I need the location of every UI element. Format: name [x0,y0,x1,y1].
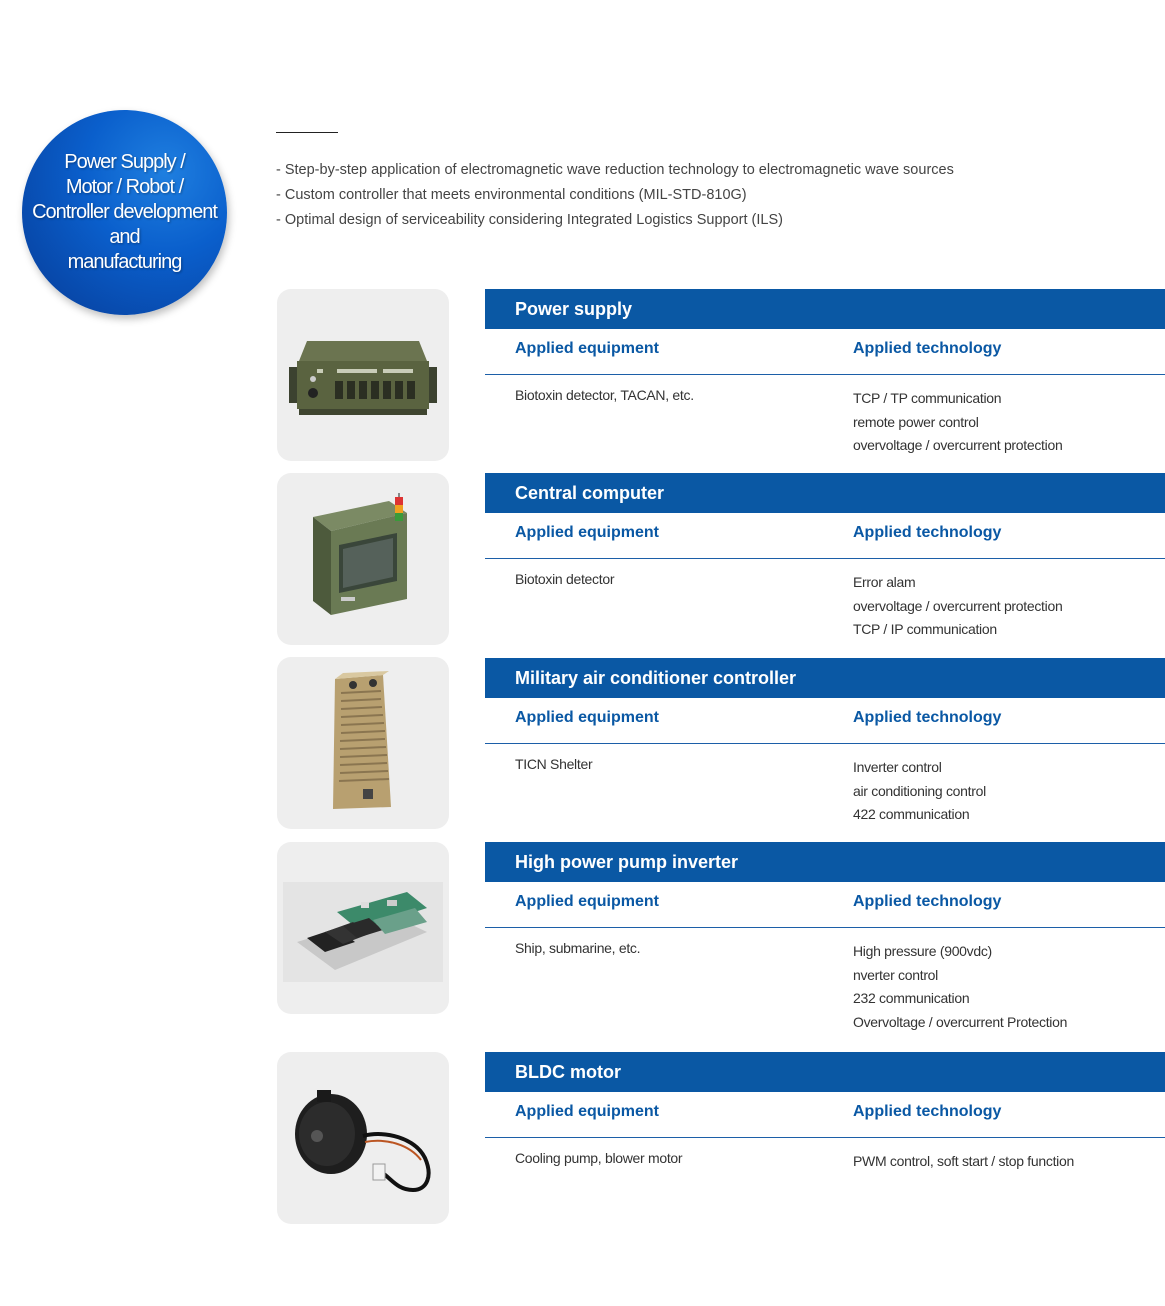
section-central-computer [485,473,1165,637]
technology-list [853,387,1062,458]
equipment-value: Biotoxin detector [515,571,615,587]
feature-item: - Custom controller that meets environmental conditions (MIL-STD-810G) [276,187,747,203]
badge-line: and [109,226,140,248]
equipment-label: Applied equipment [515,893,659,910]
equipment-value: Biotoxin detector, TACAN, etc. [515,387,694,403]
section-columns [485,882,1165,928]
technology-label: Applied technology [853,893,1002,910]
section-title: Power supply [485,289,1165,329]
technology-list [853,940,1067,1034]
equipment-label: Applied equipment [515,524,659,541]
section-columns [485,329,1165,375]
section-bldc-motor [485,1052,1165,1169]
section-columns [485,513,1165,559]
technology-item: TCP / IP communication [853,621,997,637]
technology-item: overvoltage / overcurrent protection [853,597,1063,614]
technology-item: Error alam [853,574,916,590]
technology-item: nverter control [853,966,938,983]
technology-item: TCP / TP communication [853,390,1002,406]
technology-label: Applied technology [853,340,1002,357]
technology-list [853,571,1062,642]
section-title: BLDC motor [485,1052,1165,1092]
badge-line: manufacturing [67,251,182,273]
technology-label: Applied technology [853,524,1002,541]
badge-line: Power Supply / [64,151,185,173]
technology-list [853,756,986,827]
equipment-label: Applied equipment [515,340,659,357]
equipment-value: Ship, submarine, etc. [515,940,641,956]
technology-label: Applied technology [853,1103,1002,1120]
technology-item: air conditioning control [853,782,986,799]
feature-item: - Optimal design of serviceability considering Integrated Logistics Support (ILS) [276,212,783,228]
section-title: High power pump inverter [485,842,1165,882]
technology-item: remote power control [853,413,979,430]
equipment-value: TICN Shelter [515,756,593,772]
air-conditioner-controller-image [277,657,449,829]
badge-text [22,150,227,275]
feature-item: - Step-by-step application of electromagnetic wave reduction technology to electromagnetic wave sources [276,162,954,178]
badge-line: Motor / Robot / [65,176,184,198]
category-badge [22,110,227,315]
title-rule [276,132,338,133]
badge-line: Controller development [32,201,217,223]
section-columns [485,1092,1165,1138]
section-columns [485,698,1165,744]
pump-inverter-image [277,842,449,1014]
technology-item: Overvoltage / overcurrent Protection [853,1013,1068,1030]
central-computer-image [277,473,449,645]
section-title: Military air conditioner controller [485,658,1165,698]
section-title: Central computer [485,473,1165,513]
technology-item: PWM control, soft start / stop function [853,1153,1074,1169]
feature-list [276,158,954,233]
section-air-conditioner-controller [485,658,1165,822]
technology-item: overvoltage / overcurrent protection [853,437,1063,453]
equipment-label: Applied equipment [515,1103,659,1120]
technology-item: High pressure (900vdc) [853,943,992,959]
section-pump-inverter [485,842,1165,1030]
technology-item: Inverter control [853,759,942,775]
equipment-label: Applied equipment [515,709,659,726]
bldc-motor-image [277,1052,449,1224]
technology-item: 422 communication [853,806,970,822]
technology-label: Applied technology [853,709,1002,726]
technology-item: 232 communication [853,990,970,1006]
technology-list [853,1150,1074,1174]
power-supply-image [277,289,449,461]
section-power-supply [485,289,1165,453]
equipment-value: Cooling pump, blower motor [515,1150,683,1166]
